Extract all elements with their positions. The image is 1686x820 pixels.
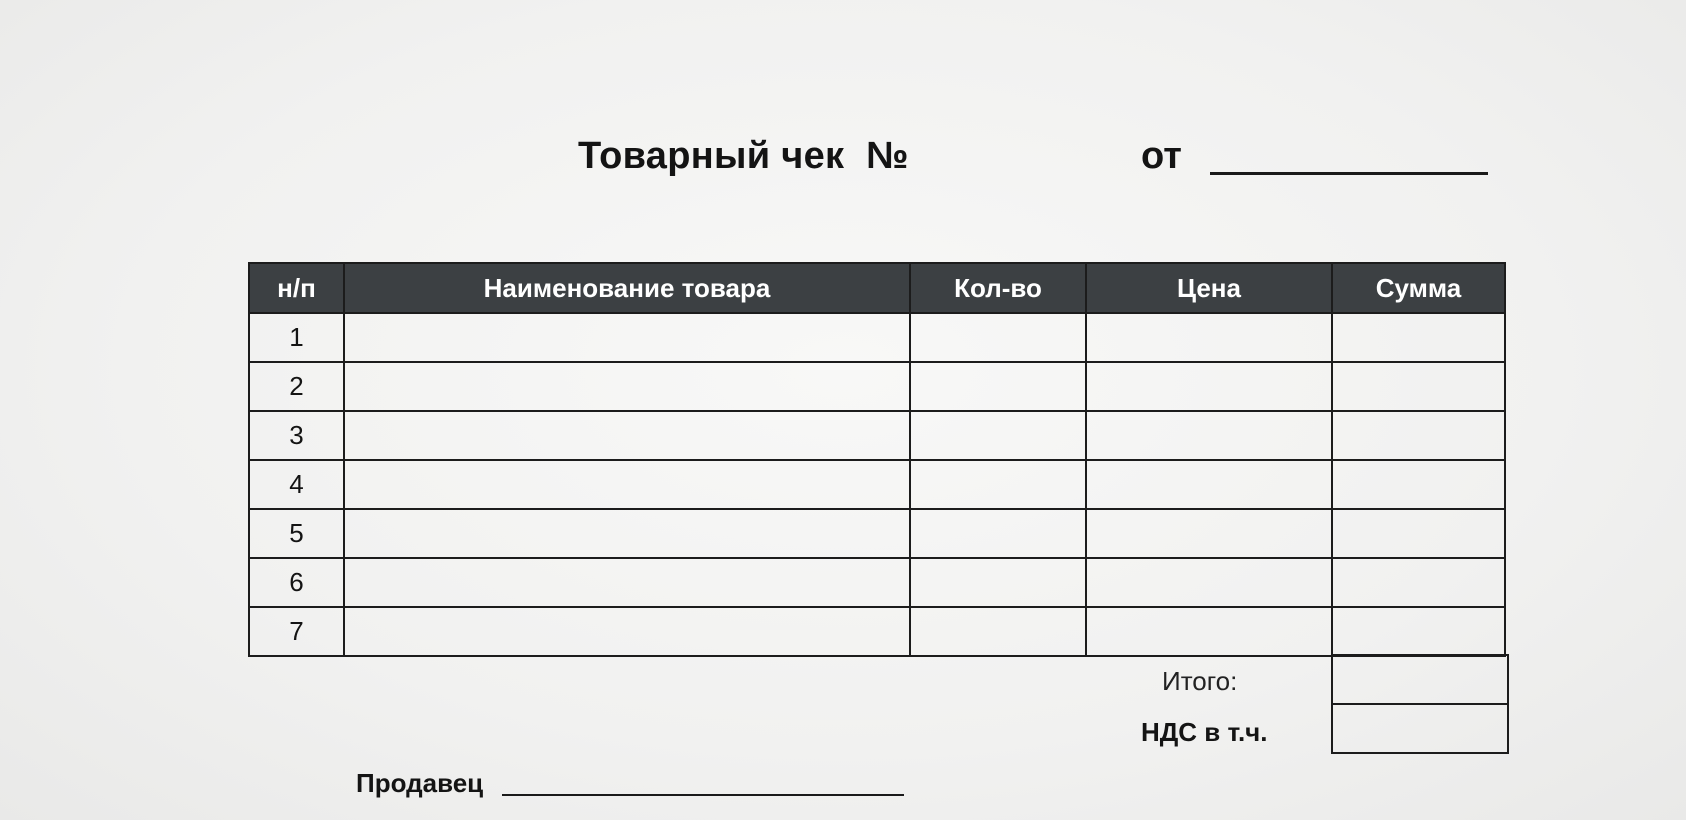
row-number: 7 bbox=[249, 607, 344, 656]
cell-sum[interactable] bbox=[1332, 558, 1505, 607]
seller-label: Продавец bbox=[356, 768, 484, 798]
cell-sum[interactable] bbox=[1332, 607, 1505, 656]
header-product-name: Наименование товара bbox=[344, 263, 910, 313]
cell-quantity[interactable] bbox=[910, 362, 1086, 411]
cell-price[interactable] bbox=[1086, 509, 1332, 558]
row-number: 5 bbox=[249, 509, 344, 558]
cell-product-name[interactable] bbox=[344, 411, 910, 460]
cell-price[interactable] bbox=[1086, 460, 1332, 509]
cell-quantity[interactable] bbox=[910, 607, 1086, 656]
totals-box bbox=[1331, 654, 1509, 754]
cell-price[interactable] bbox=[1086, 411, 1332, 460]
table-row bbox=[249, 362, 1505, 411]
vat-row bbox=[1332, 704, 1508, 753]
vat-label: НДС в т.ч. bbox=[1141, 717, 1268, 747]
cell-quantity[interactable] bbox=[910, 460, 1086, 509]
table-row bbox=[249, 558, 1505, 607]
table-row bbox=[249, 509, 1505, 558]
total-sum-cell[interactable] bbox=[1332, 655, 1508, 704]
header-sum: Сумма bbox=[1332, 263, 1505, 313]
cell-sum[interactable] bbox=[1332, 460, 1505, 509]
cell-quantity[interactable] bbox=[910, 558, 1086, 607]
cell-quantity[interactable] bbox=[910, 313, 1086, 362]
table-row bbox=[249, 313, 1505, 362]
date-from-label: от bbox=[1141, 135, 1182, 177]
table-row bbox=[249, 607, 1505, 656]
seller-signature-line[interactable] bbox=[502, 794, 904, 796]
cell-price[interactable] bbox=[1086, 558, 1332, 607]
cell-product-name[interactable] bbox=[344, 313, 910, 362]
header-price: Цена bbox=[1086, 263, 1332, 313]
cell-product-name[interactable] bbox=[344, 362, 910, 411]
cell-price[interactable] bbox=[1086, 362, 1332, 411]
table-row bbox=[249, 460, 1505, 509]
row-number: 1 bbox=[249, 313, 344, 362]
cell-sum[interactable] bbox=[1332, 313, 1505, 362]
header-number: н/п bbox=[249, 263, 344, 313]
receipt-title: Товарный чек № bbox=[578, 135, 909, 177]
row-number: 4 bbox=[249, 460, 344, 509]
table-row bbox=[249, 411, 1505, 460]
row-number: 6 bbox=[249, 558, 344, 607]
cell-price[interactable] bbox=[1086, 313, 1332, 362]
total-row bbox=[1332, 655, 1508, 704]
cell-price[interactable] bbox=[1086, 607, 1332, 656]
cell-quantity[interactable] bbox=[910, 509, 1086, 558]
receipt-header bbox=[0, 135, 1686, 185]
cell-product-name[interactable] bbox=[344, 607, 910, 656]
date-blank-line bbox=[1210, 172, 1488, 175]
cell-sum[interactable] bbox=[1332, 362, 1505, 411]
cell-product-name[interactable] bbox=[344, 509, 910, 558]
cell-sum[interactable] bbox=[1332, 509, 1505, 558]
items-table bbox=[248, 262, 1506, 657]
vat-sum-cell[interactable] bbox=[1332, 704, 1508, 753]
cell-quantity[interactable] bbox=[910, 411, 1086, 460]
header-quantity: Кол-во bbox=[910, 263, 1086, 313]
cell-product-name[interactable] bbox=[344, 460, 910, 509]
row-number: 2 bbox=[249, 362, 344, 411]
cell-sum[interactable] bbox=[1332, 411, 1505, 460]
cell-product-name[interactable] bbox=[344, 558, 910, 607]
total-label: Итого: bbox=[1162, 666, 1238, 696]
table-header-row bbox=[249, 263, 1505, 313]
row-number: 3 bbox=[249, 411, 344, 460]
